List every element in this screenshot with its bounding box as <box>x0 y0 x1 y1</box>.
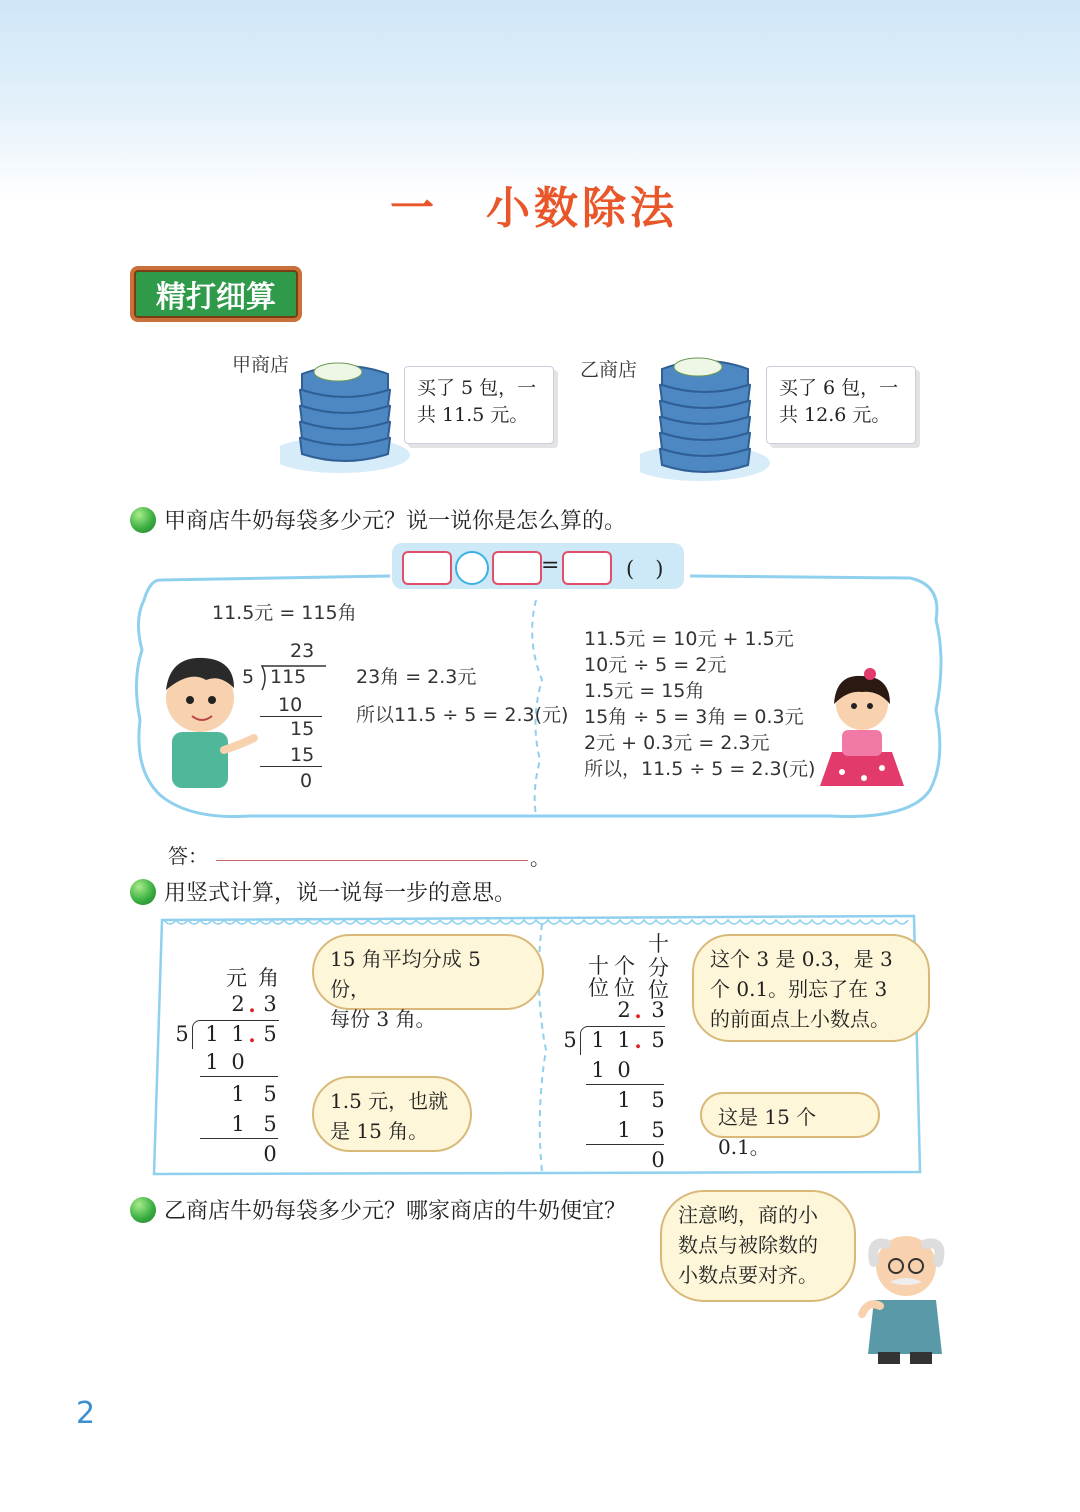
chapter-title: 一 小数除法 <box>390 183 678 234</box>
method-right-line: 所以，11.5 ÷ 5 = 2.3(元) <box>584 758 816 780</box>
operator-circle[interactable] <box>455 551 489 585</box>
digit: 5 <box>263 1112 277 1136</box>
tip-line: 小数点要对齐。 <box>678 1263 818 1287</box>
thought-bubble-right-1 <box>692 934 930 1042</box>
boy-illustration <box>150 640 260 790</box>
question-1-text: 甲商店牛奶每袋多少元？说一说你是怎么算的。 <box>164 509 627 534</box>
unit-paren: ( ) <box>626 557 664 581</box>
question-3-text: 乙商店牛奶每袋多少元？哪家商店的牛奶便宜？ <box>164 1199 627 1224</box>
divisor: 5 <box>242 666 255 688</box>
section-badge: 精打细算 <box>130 266 302 322</box>
division-rule <box>586 1144 664 1145</box>
place-header: 位 <box>614 976 635 1000</box>
dividend: 115 <box>270 666 307 688</box>
digit: 5 <box>175 1022 189 1046</box>
store-b-note-line: 买了 6 包，一 <box>779 377 899 399</box>
division-rule <box>200 1138 278 1139</box>
division-step: 15 <box>290 744 315 766</box>
digit: 3 <box>651 998 665 1022</box>
answer-box[interactable] <box>562 551 612 585</box>
store-a-note <box>404 366 554 444</box>
digit: 1 <box>617 1088 631 1112</box>
store-a-note-line: 共 11.5 元。 <box>417 404 529 426</box>
digit: 2 <box>231 992 245 1016</box>
method-right-line: 10元 ÷ 5 = 2元 <box>584 654 727 676</box>
division-step: 10 <box>278 694 303 716</box>
digit: 5 <box>563 1028 577 1052</box>
bubble-line: 是 15 角。 <box>330 1119 429 1143</box>
division-rule <box>260 766 322 767</box>
digit: 0 <box>617 1058 631 1082</box>
question-3 <box>130 1194 626 1225</box>
teacher-illustration <box>850 1222 960 1372</box>
method-right-line: 1.5元 = 15角 <box>584 680 705 702</box>
place-header: 十 <box>648 932 669 956</box>
equals-sign: = <box>541 553 560 578</box>
green-bullet-icon <box>130 1197 156 1223</box>
bubble-line: 个 0.1。别忘了在 3 <box>710 977 888 1001</box>
place-header: 位 <box>648 978 669 1002</box>
place-header: 十 <box>588 954 609 978</box>
store-b-note <box>766 366 916 444</box>
digit: 5 <box>263 1082 277 1106</box>
thought-bubble-right-2 <box>700 1092 880 1159</box>
division-step: 15 <box>290 718 315 740</box>
tip-line: 注意哟，商的小 <box>678 1203 818 1227</box>
answer-label: 答： <box>168 844 208 868</box>
milk-stack-a-icon <box>280 350 410 475</box>
digit: 1 <box>231 1112 245 1136</box>
bubble-line: 每份 3 角。 <box>330 1007 436 1031</box>
digit: 5 <box>651 1028 665 1052</box>
header-sky <box>0 0 1080 200</box>
division-rule <box>260 716 322 717</box>
digit: 5 <box>651 1118 665 1142</box>
milk-stack-b-icon <box>640 345 770 485</box>
thought-bubble-left-1 <box>312 934 544 1031</box>
bubble-line: 这是 15 个 0.1。 <box>718 1105 817 1159</box>
result-line: 23角 = 2.3元 <box>356 666 477 688</box>
green-bullet-icon <box>130 879 156 905</box>
conversion-line: 11.5元 = 115角 <box>212 602 357 624</box>
answer-end: 。 <box>530 846 550 870</box>
method-right-line: 15角 ÷ 5 = 3角 = 0.3元 <box>584 706 804 728</box>
girl-illustration <box>812 664 912 790</box>
store-a-label: 甲商店 <box>232 354 290 376</box>
place-header: 元 <box>226 966 247 990</box>
digit: 1 <box>591 1028 605 1052</box>
answer-box[interactable] <box>402 551 452 585</box>
bubble-line: 的前面点上小数点。 <box>710 1007 890 1031</box>
tip-line: 数点与被除数的 <box>678 1233 818 1257</box>
digit: 2 <box>617 998 631 1022</box>
result-line: 所以11.5 ÷ 5 = 2.3(元) <box>356 704 569 726</box>
store-b-label: 乙商店 <box>580 359 638 381</box>
division-rule <box>200 1076 278 1077</box>
answer-box[interactable] <box>492 551 542 585</box>
page-number: 2 <box>76 1396 96 1431</box>
teacher-tip-bubble <box>660 1190 856 1302</box>
bubble-line: 这个 3 是 0.3，是 3 <box>710 947 893 971</box>
store-a-note-line: 买了 5 包，一 <box>417 377 537 399</box>
decimal-point: . <box>634 998 642 1023</box>
decimal-point: . <box>248 992 256 1017</box>
digit: 5 <box>651 1088 665 1112</box>
digit: 0 <box>263 1142 277 1166</box>
digit: 1 <box>231 1082 245 1106</box>
method-right-lines <box>584 626 815 782</box>
place-header: 个 <box>614 954 635 978</box>
digit: 1 <box>617 1028 631 1052</box>
question-1 <box>130 504 626 535</box>
division-rule <box>586 1084 664 1085</box>
digit: 0 <box>651 1148 665 1172</box>
digit: 5 <box>263 1022 277 1046</box>
digit: 0 <box>231 1050 245 1074</box>
decimal-point: . <box>634 1028 642 1053</box>
question-2 <box>130 876 516 907</box>
digit: 1 <box>617 1118 631 1142</box>
place-header: 分 <box>648 956 669 980</box>
digit: 1 <box>205 1022 219 1046</box>
question-2-text: 用竖式计算，说一说每一步的意思。 <box>164 881 517 906</box>
store-b-note-line: 共 12.6 元。 <box>779 404 891 426</box>
digit: 1 <box>231 1022 245 1046</box>
method-right-line: 11.5元 = 10元 + 1.5元 <box>584 628 794 650</box>
green-bullet-icon <box>130 507 156 533</box>
place-header: 位 <box>588 976 609 1000</box>
digit: 1 <box>591 1058 605 1082</box>
digit: 3 <box>263 992 277 1016</box>
answer-input-line[interactable] <box>216 860 528 861</box>
place-header: 角 <box>258 966 279 990</box>
digit: 1 <box>205 1050 219 1074</box>
bubble-line: 1.5 元，也就 <box>330 1089 449 1113</box>
decimal-point: . <box>248 1022 256 1047</box>
method-right-line: 2元 + 0.3元 = 2.3元 <box>584 732 770 754</box>
division-step: 0 <box>300 770 313 792</box>
quotient: 23 <box>290 640 315 662</box>
thought-bubble-left-2 <box>312 1076 472 1152</box>
bubble-line: 15 角平均分成 5 份， <box>330 947 481 1001</box>
